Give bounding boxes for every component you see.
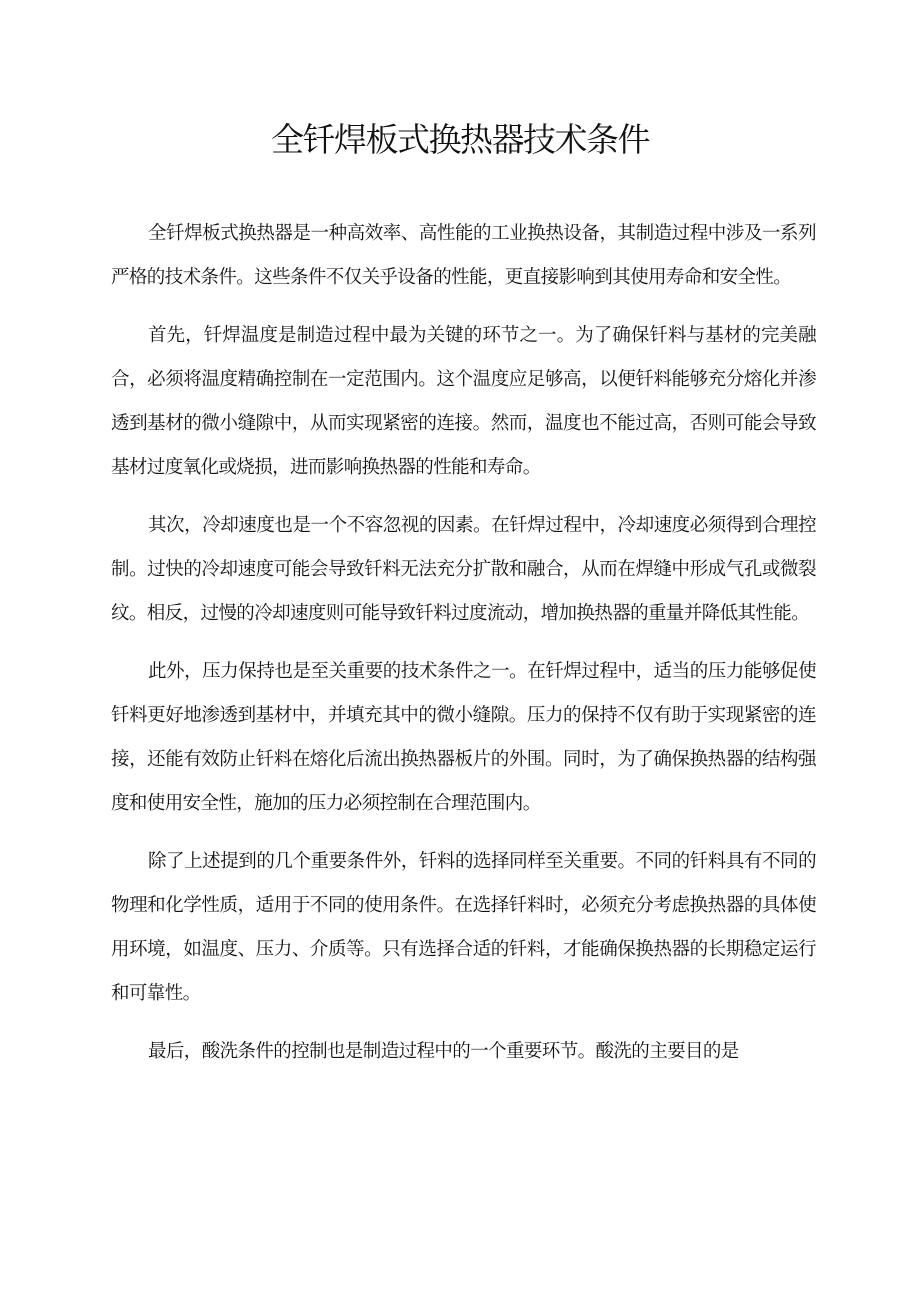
paragraph-1: 全钎焊板式换热器是一种高效率、高性能的工业换热设备，其制造过程中涉及一系列严格的技术条件。这些条件不仅关乎设备的性能，更直接影响到其使用寿命和安全性。: [111, 223, 816, 288]
document-body: [111, 212, 816, 1088]
document-title: 全钎焊板式换热器技术条件: [271, 120, 649, 159]
paragraph-4: 此外，压力保持也是至关重要的技术条件之一。在钎焊过程中，适当的压力能够促使钎料更好地渗透到基材中，并填充其中的微小缝隙。压力的保持不仅有助于实现紧密的连接，还能有效防止钎料在熔化后流出换热器板片的外围。同时，为了确保换热器的结构强度和使用安全性，施加的压力必须控制在合理范围内。: [111, 661, 816, 814]
paragraph-6: 最后，酸洗条件的控制也是制造过程中的一个重要环节。酸洗的主要目的是: [148, 1041, 739, 1062]
paragraph-3: 其次，冷却速度也是一个不容忽视的因素。在钎焊过程中，冷却速度必须得到合理控制。过快的冷却速度可能会导致钎料无法充分扩散和融合，从而在焊缝中形成气孔或微裂纹。相反，过慢的冷却速度则可能导致钎料过度流动，增加换热器的重量并降低其性能。: [111, 515, 816, 624]
paragraph-5: 除了上述提到的几个重要条件外，钎料的选择同样至关重要。不同的钎料具有不同的物理和化学性质，适用于不同的使用条件。在选择钎料时，必须充分考虑换热器的具体使用环境，如温度、压力、介质等。只有选择合适的钎料，才能确保换热器的长期稳定运行和可靠性。: [111, 851, 816, 1004]
paragraph-2: 首先，钎焊温度是制造过程中最为关键的环节之一。为了确保钎料与基材的完美融合，必须将温度精确控制在一定范围内。这个温度应足够高，以便钎料能够充分熔化并渗透到基材的微小缝隙中，从而实现紧密的连接。然而，温度也不能过高，否则可能会导致基材过度氧化或烧损，进而影响换热器的性能和寿命。: [111, 325, 816, 478]
